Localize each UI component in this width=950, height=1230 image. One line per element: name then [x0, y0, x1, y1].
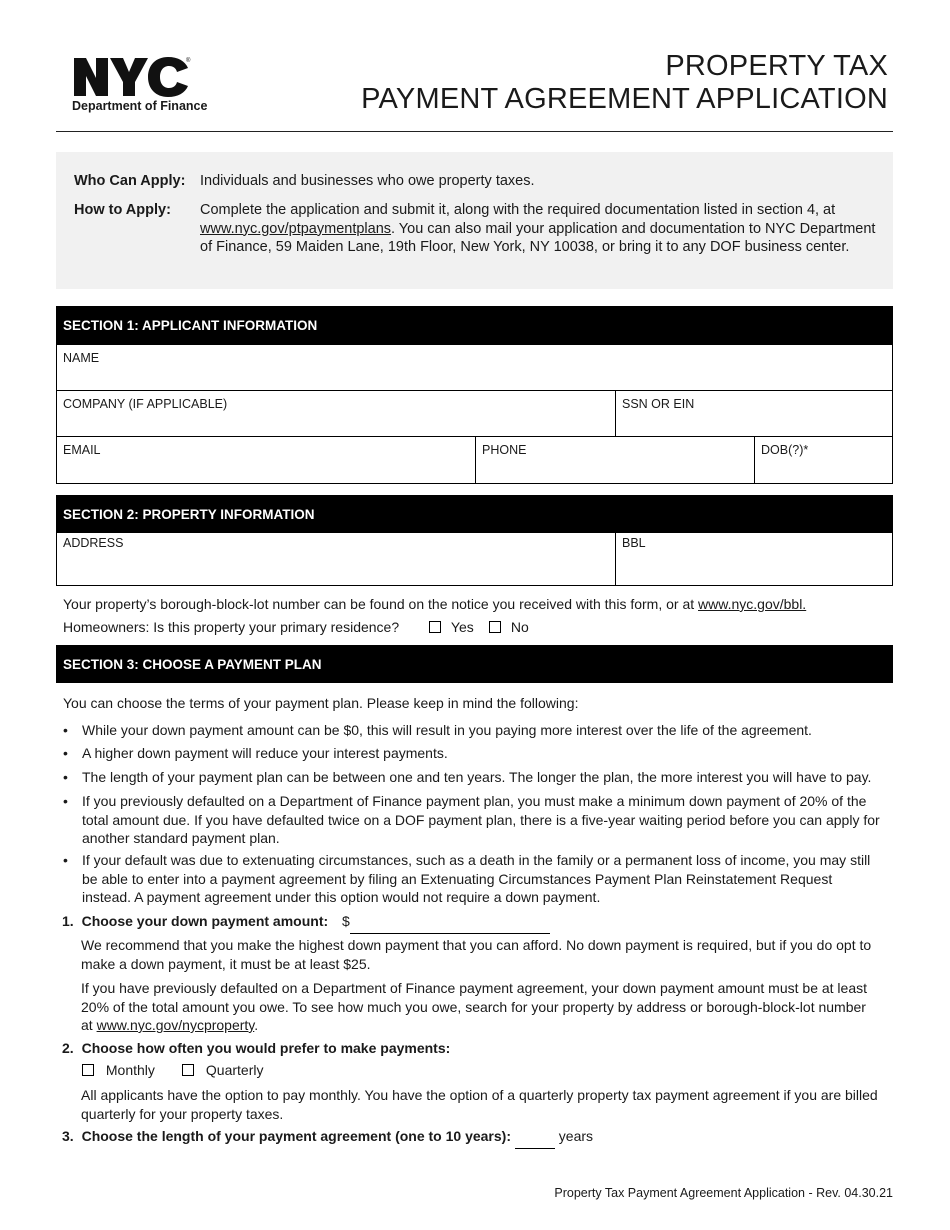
question-1-label: Choose your down payment amount:	[81, 913, 329, 929]
email-label: EMAIL	[63, 443, 101, 457]
how-to-apply-text-part2: . You can also mail your application and documentation to NYC Department of Finance, 59 Maiden Lane, 19th Floor, New York, NY 10038, or bring it to any DOF business center.	[200, 220, 876, 255]
address-label: ADDRESS	[63, 536, 124, 550]
default-note-end: .	[254, 1017, 259, 1033]
ssn-ein-label: SSN OR EIN	[622, 397, 695, 411]
section2-header: SECTION 2: PROPERTY INFORMATION	[56, 495, 893, 533]
title-line-1: PROPERTY TAX	[665, 50, 888, 82]
header-divider	[56, 131, 893, 132]
company-label: COMPANY (IF APPLICABLE)	[63, 397, 228, 411]
company-field[interactable]	[57, 391, 615, 437]
bbl-note	[63, 595, 893, 614]
footer-revision: Property Tax Payment Agreement Application - Rev. 04.30.21	[554, 1186, 893, 1200]
section1-header: SECTION 1: APPLICANT INFORMATION	[56, 306, 893, 345]
page-title	[361, 50, 888, 116]
who-can-apply-label: Who Can Apply:	[74, 173, 186, 189]
how-to-apply-label: How to Apply:	[74, 202, 171, 218]
primary-residence-yes[interactable]	[429, 618, 474, 637]
title-line-2: PAYMENT AGREEMENT APPLICATION	[361, 83, 888, 115]
quarterly-option[interactable]	[182, 1061, 263, 1080]
yes-checkbox[interactable]	[429, 621, 441, 633]
name-field[interactable]	[57, 345, 892, 391]
quarterly-label: Quarterly	[205, 1062, 264, 1078]
yes-label: Yes	[450, 619, 474, 635]
default-note-text: If you have previously defaulted on a Department of Finance payment agreement, your down payment amount must be at least 20% of the total amount you owe. To see how much you owe, search for your property by address or borough-block-lot number at	[81, 980, 868, 1033]
email-field[interactable]	[57, 437, 475, 483]
question-1	[62, 912, 550, 934]
name-label: NAME	[63, 351, 100, 365]
address-field[interactable]	[57, 533, 615, 585]
bbl-label: BBL	[622, 536, 646, 550]
nyc-logo-icon	[72, 56, 194, 98]
ssn-ein-field[interactable]	[616, 391, 892, 437]
logo-subtitle: Department of Finance	[72, 99, 208, 113]
ptpaymentplans-link[interactable]: www.nyc.gov/ptpaymentplans	[200, 220, 392, 237]
section3-header: SECTION 3: CHOOSE A PAYMENT PLAN	[56, 645, 893, 683]
how-to-apply-text	[200, 201, 880, 257]
primary-residence-no[interactable]	[489, 618, 529, 637]
question-1-default-note	[81, 979, 881, 1035]
question-2-number: 2.	[62, 1040, 74, 1056]
agreement-length-input[interactable]	[515, 1129, 555, 1149]
dob-field[interactable]	[755, 437, 892, 483]
quarterly-checkbox[interactable]	[182, 1064, 194, 1076]
question-2-label: Choose how often you would prefer to make payments:	[81, 1040, 451, 1056]
intro-box	[56, 152, 893, 289]
payment-plan-intro: You can choose the terms of your payment plan. Please keep in mind the following:	[63, 695, 579, 711]
who-can-apply-text: Individuals and businesses who owe property taxes.	[200, 173, 535, 189]
currency-symbol: $	[342, 913, 350, 929]
down-payment-input[interactable]	[350, 914, 550, 934]
question-2-note: All applicants have the option to pay monthly. You have the option of a quarterly property tax payment agreement if you are billed quarterly for your property taxes.	[81, 1087, 878, 1122]
no-label: No	[510, 619, 529, 635]
phone-field[interactable]	[476, 437, 754, 483]
svg-text:®: ®	[186, 58, 191, 64]
monthly-label: Monthly	[105, 1062, 155, 1078]
applicant-info-grid	[56, 345, 893, 484]
question-3-label: Choose the length of your payment agreement (one to 10 years):	[81, 1128, 511, 1144]
property-info-grid	[56, 533, 893, 586]
nyc-dof-logo	[72, 56, 232, 113]
question-3	[62, 1127, 593, 1149]
question-3-number: 3.	[62, 1128, 74, 1144]
phone-label: PHONE	[482, 443, 527, 457]
question-1-number: 1.	[62, 913, 74, 929]
question-1-recommendation: We recommend that you make the highest down payment that you can afford. No down payment is required, but if you do opt to make a down payment, it must be at least $25.	[81, 937, 872, 972]
bbl-note-text: Your property’s borough-block-lot number can be found on the notice you received with this form, or at	[63, 596, 699, 612]
bbl-link[interactable]: www.nyc.gov/bbl.	[698, 596, 807, 612]
how-to-apply-text-part1: Complete the application and submit it, along with the required documentation listed in section 4, at	[200, 202, 836, 218]
monthly-checkbox[interactable]	[82, 1064, 94, 1076]
no-checkbox[interactable]	[489, 621, 501, 633]
monthly-option[interactable]	[82, 1061, 155, 1080]
bbl-field[interactable]	[616, 533, 892, 585]
years-unit: years	[558, 1128, 594, 1144]
primary-residence-question: Homeowners: Is this property your primary residence?	[63, 619, 400, 635]
nycproperty-link[interactable]: www.nyc.gov/nycproperty	[96, 1017, 255, 1033]
question-2	[62, 1039, 450, 1058]
dob-label: DOB(?)*	[761, 443, 809, 457]
